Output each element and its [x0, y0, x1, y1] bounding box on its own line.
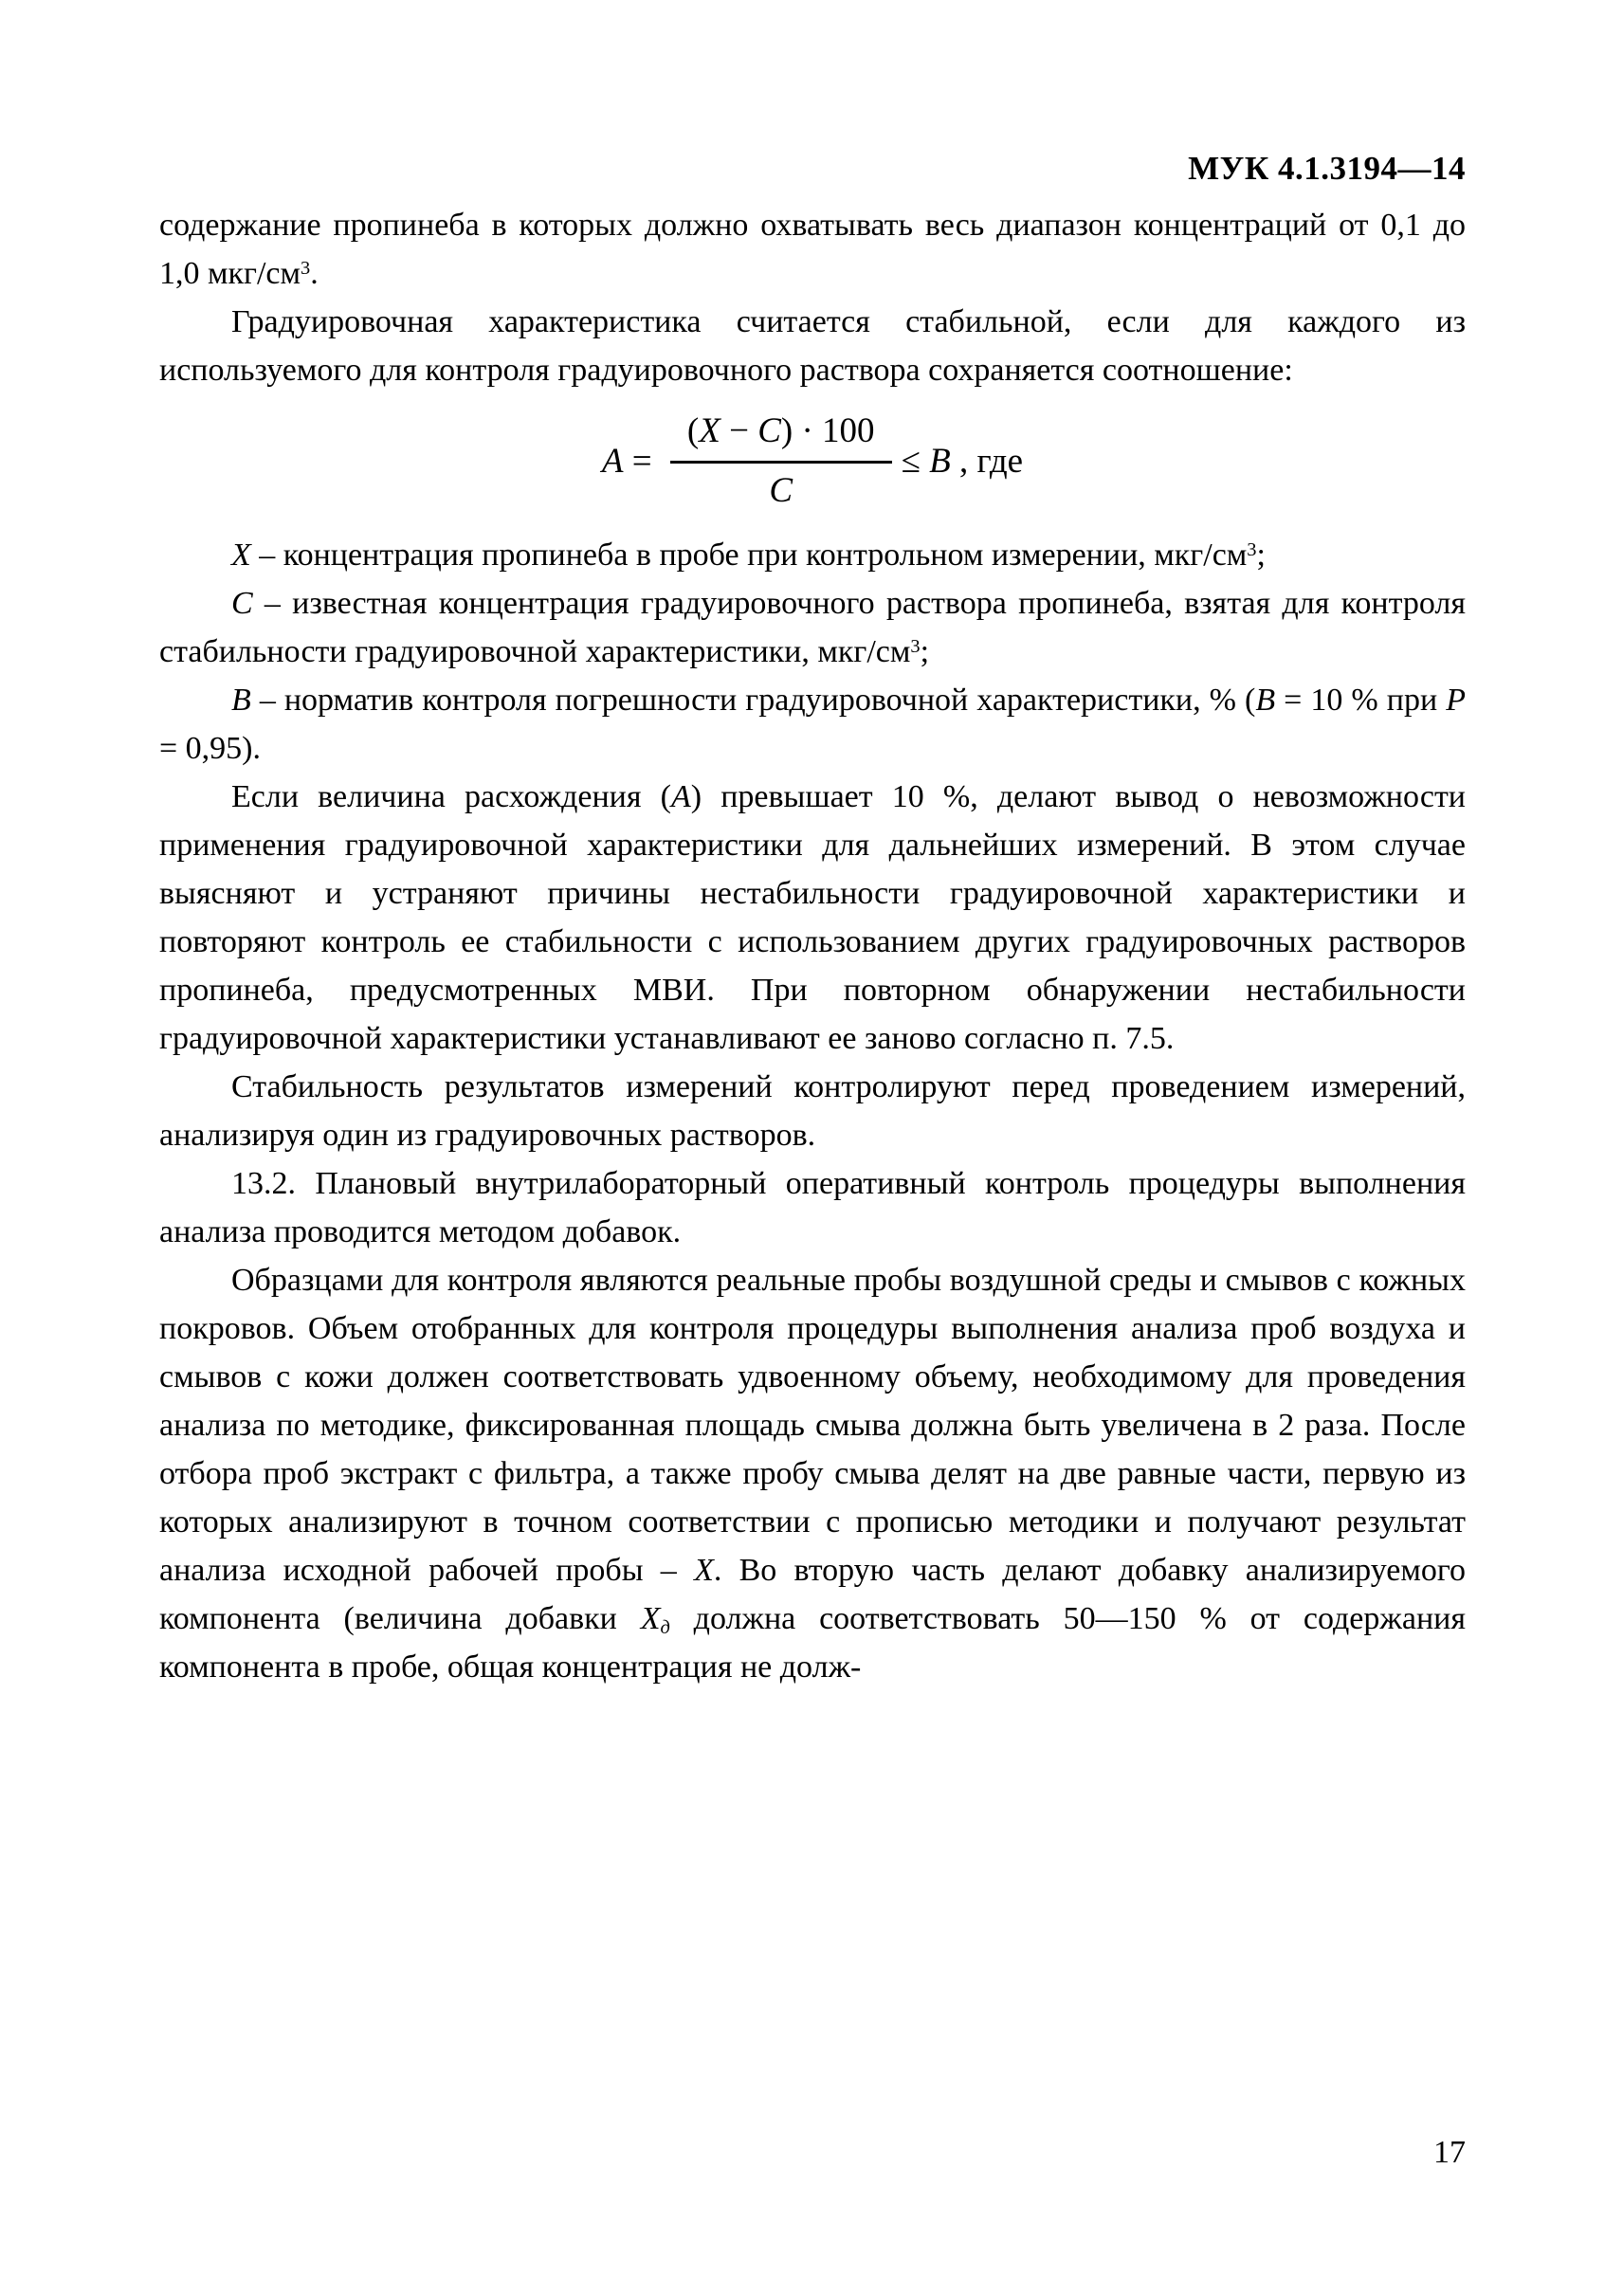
- paragraph: [159, 1256, 1466, 1691]
- text-run: . Во вторую часть делают добавку анализируемого компонента (величина добавки: [159, 1552, 1466, 1636]
- body-text: [159, 201, 1466, 1691]
- formula-numerator: [670, 410, 892, 464]
- text-run: 3: [301, 257, 311, 279]
- text-run: C: [757, 411, 781, 450]
- text-run: – норматив контроля погрешности градуировочной характеристики, % (: [250, 682, 1256, 718]
- text-run: A: [601, 441, 624, 481]
- text-run: Градуировочная характеристика считается стабильной, если для каждого из используемого для контроля градуировочного раствора сохраняется соотношение:: [159, 304, 1466, 388]
- text-run: = 0,95).: [159, 730, 261, 766]
- formula-rhs: [902, 440, 1024, 483]
- text-run: C: [231, 585, 253, 621]
- paragraph: [159, 201, 1466, 298]
- text-run: 13.2. Плановый внутрилабораторный оперативный контроль процедуры выполнения анализа проводится методом добавок.: [159, 1165, 1466, 1249]
- paragraphs-before-formula: [159, 201, 1466, 394]
- text-run: ;: [1256, 537, 1266, 573]
- paragraph: [159, 579, 1466, 676]
- text-run: д: [660, 1616, 670, 1638]
- text-run: X: [640, 1600, 661, 1636]
- text-run: должна соответствовать 50—150 % от содержания компонента в пробе, общая концентрация не долж-: [159, 1600, 1466, 1685]
- text-run: ≤: [901, 441, 930, 481]
- paragraph: [159, 773, 1466, 1063]
- text-run: , где: [950, 441, 1024, 481]
- paragraph: [159, 676, 1466, 773]
- fraction: [670, 410, 892, 514]
- text-run: X: [231, 537, 251, 573]
- paragraph: [159, 1159, 1466, 1256]
- text-run: Если величина расхождения (: [231, 778, 671, 814]
- text-run: −: [720, 411, 758, 450]
- text-run: ) превышает 10 %, делают вывод о невозможности применения градуировочной характеристики для дальнейших измерений. В этом случае выясняют и устраняют причины нестабильности градуировочной характеристики и повторяют контроль ее стабильности с использованием других градуировочных растворов пропинеба, предусмотренных МВИ. При повторном обнаружении нестабильности градуировочной характеристики устанавливают ее заново согласно п. 7.5.: [159, 778, 1466, 1056]
- text-run: = 10 % при: [1275, 682, 1447, 718]
- text-run: – известная концентрация градуировочного раствора пропинеба, взятая для контроля стабильности градуировочной характеристики, мкг/см: [159, 585, 1466, 669]
- paragraph: [159, 1063, 1466, 1159]
- text-run: B: [231, 682, 251, 718]
- text-run: Образцами для контроля являются реальные пробы воздушной среды и смывов с кожных покровов. Объем отобранных для контроля процедуры выполнения анализа проб воздуха и смывов с кожи должен соответствовать удвоенному объему, необходимому для проведения анализа по методике, фиксированная площадь смыва должна быть увеличена в 2 раза. После отбора проб экстракт с фильтра, а также пробу смыва делят на две равные части, первую из которых анализируют в точном соответствии с прописью методики и получают результат анализа исходной рабочей пробы –: [159, 1262, 1466, 1588]
- text-run: A: [670, 778, 691, 814]
- text-run: (: [686, 411, 700, 450]
- text-run: =: [623, 441, 661, 481]
- text-run: X: [699, 411, 720, 450]
- text-run: .: [310, 256, 319, 291]
- text-run: B: [929, 441, 951, 481]
- doc-number: МУК 4.1.3194—14: [1188, 150, 1466, 187]
- text-run: P: [1446, 682, 1467, 718]
- text-run: ) · 100: [780, 411, 875, 450]
- text-run: X: [694, 1552, 714, 1588]
- text-run: 3: [1247, 538, 1257, 560]
- text-run: содержание пропинеба в которых должно охватывать весь диапазон концентраций от 0,1 до 1,0 мкг/см: [159, 208, 1466, 291]
- paragraph: [159, 298, 1466, 394]
- text-run: – концентрация пропинеба в пробе при контрольном измерении, мкг/см: [250, 537, 1248, 573]
- paragraph: [159, 531, 1466, 579]
- page-number: 17: [1433, 2135, 1466, 2170]
- paragraphs-after-formula: [159, 531, 1466, 1691]
- text-run: Стабильность результатов измерений контролируют перед проведением измерений, анализируя один из градуировочных растворов.: [159, 1068, 1466, 1153]
- text-run: C: [769, 471, 793, 511]
- text-run: 3: [910, 635, 921, 657]
- formula-denominator: [769, 464, 793, 513]
- formula-lhs: [602, 440, 661, 483]
- text-run: ;: [920, 633, 930, 669]
- text-run: B: [1255, 682, 1276, 718]
- formula: [159, 410, 1466, 514]
